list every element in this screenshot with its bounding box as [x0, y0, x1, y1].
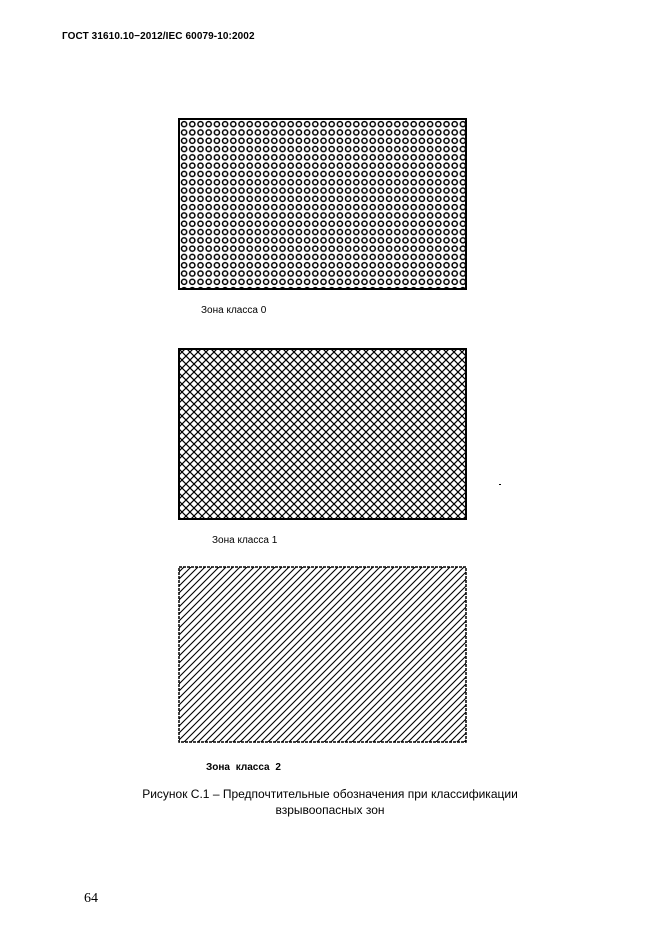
stray-dot	[499, 484, 501, 485]
zone-1-pattern-swatch	[178, 348, 467, 520]
zone-0-pattern-swatch	[178, 118, 467, 290]
document-header: ГОСТ 31610.10−2012/IEC 60079-10:2002	[62, 31, 255, 42]
zone-1-label: Зона класса 1	[212, 535, 278, 546]
page-number: 64	[84, 891, 98, 906]
figure-caption-line-1: Рисунок С.1 – Предпочтительные обозначения при классификации	[142, 787, 518, 801]
figure-caption-line-2: взрывоопасных зон	[275, 803, 385, 817]
zone-2-pattern-swatch	[178, 566, 467, 743]
zone-2-label: Зона класса 2	[206, 762, 281, 773]
zone-0-label: Зона класса 0	[201, 305, 267, 316]
